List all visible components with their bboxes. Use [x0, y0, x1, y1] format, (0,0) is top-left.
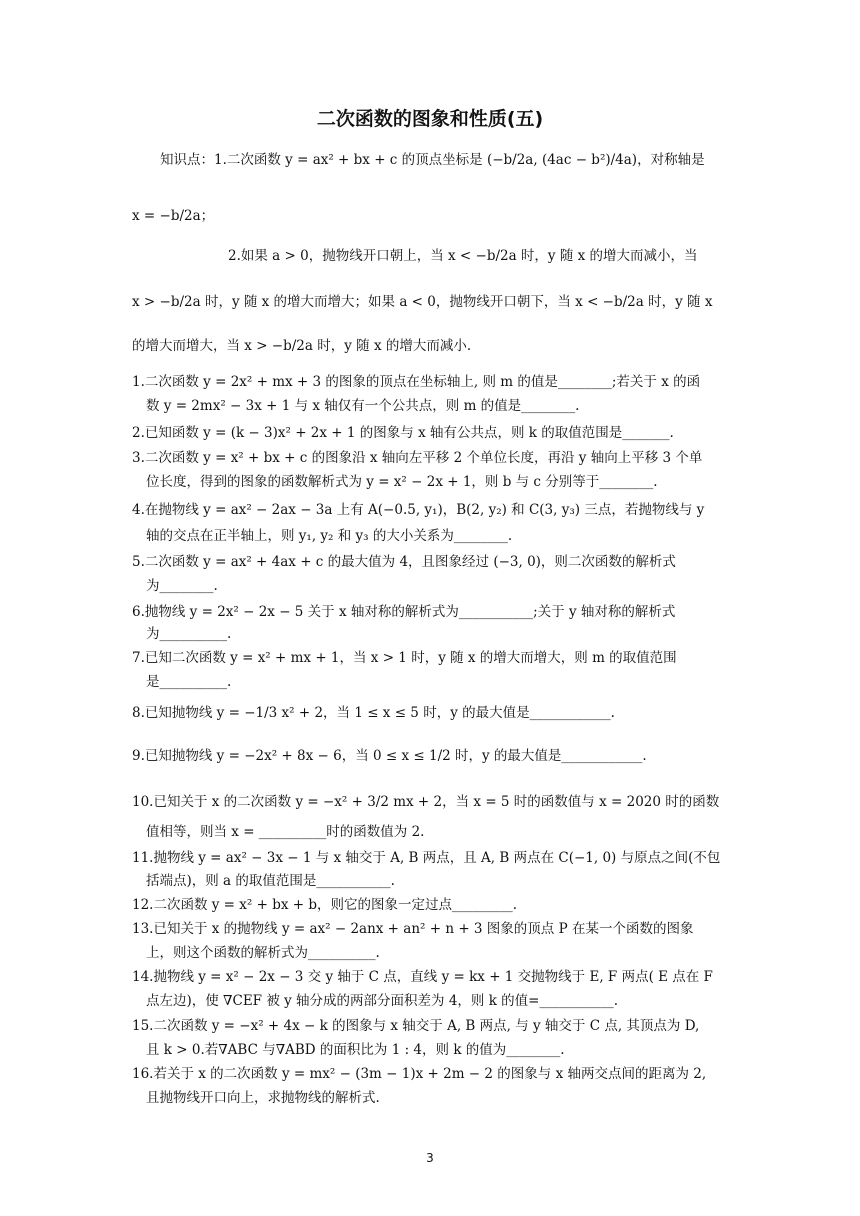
question-14-line-1: 14.抛物线 y = x² − 2x − 3 交 y 轴于 C 点，直线 y = kx + 1 交抛物线于 E, F 两点( E 点在 F [132, 969, 713, 985]
question-6-line-2: 为__________. [146, 626, 232, 642]
question-5-line-2: 为________. [146, 578, 218, 594]
question-15-line-1: 15.二次函数 y = −x² + 4x − k 的图象与 x 轴交于 A, B 两点, 与 y 轴交于 C 点, 其顶点为 D, [132, 1018, 700, 1034]
question-14-line-2: 点左边)，使 ∇CEF 被 y 轴分成的两部分面积差为 4，则 k 的值=___________. [146, 993, 619, 1009]
question-3-line-1: 3.二次函数 y = x² + bx + c 的图象沿 x 轴向左平移 2 个单位长度，再沿 y 轴向上平移 3 个单 [132, 450, 703, 466]
question-11-line-1: 11.抛物线 y = ax² − 3x − 1 与 x 轴交于 A, B 两点，且 A, B 两点在 C(−1, 0) 与原点之间(不包 [132, 850, 721, 866]
question-7-line-1: 7.已知二次函数 y = x² + mx + 1，当 x > 1 时，y 随 x 的增大而增大，则 m 的取值范围 [132, 650, 677, 666]
question-7-line-2: 是__________. [146, 674, 232, 690]
question-4-line-1: 4.在抛物线 y = ax² − 2ax − 3a 上有 A(−0.5, y₁)，B(2, y₂) 和 C(3, y₃) 三点，若抛物线与 y [132, 502, 705, 518]
question-16-line-1: 16.若关于 x 的二次函数 y = mx² − (3m − 1)x + 2m − 2 的图象与 x 轴两交点间的距离为 2, [132, 1066, 707, 1082]
question-15-line-2: 且 k > 0.若∇ABC 与∇ABD 的面积比为 1 : 4，则 k 的值为________. [146, 1042, 565, 1058]
question-10-line-2: 值相等，则当 x = __________时的函数值为 2. [146, 824, 425, 840]
page-number: 3 [426, 1151, 434, 1165]
knowledge-line-3: 2.如果 a > 0，抛物线开口朝上，当 x < −b/2a 时，y 随 x 的增大而减小，当 [228, 248, 698, 264]
knowledge-line-4: x > −b/2a 时，y 随 x 的增大而增大；如果 a < 0，抛物线开口朝下，当 x < −b/2a 时，y 随 x [132, 294, 713, 310]
question-16-line-2: 且抛物线开口向上，求抛物线的解析式. [146, 1090, 380, 1106]
question-5-line-1: 5.二次函数 y = ax² + 4ax + c 的最大值为 4，且图象经过 (−3, 0)，则二次函数的解析式 [132, 554, 676, 570]
question-1-line-2: 数 y = 2mx² − 3x + 1 与 x 轴仅有一个公共点，则 m 的值是________. [146, 398, 580, 414]
question-11-line-2: 括端点)，则 a 的取值范围是___________. [146, 873, 395, 889]
question-4-line-2: 轴的交点在正半轴上，则 y₁, y₂ 和 y₃ 的大小关系为________. [146, 528, 513, 544]
knowledge-line-5: 的增大而增大，当 x > −b/2a 时，y 随 x 的增大而减小. [132, 338, 472, 354]
question-2-line-1: 2.已知函数 y = (k − 3)x² + 2x + 1 的图象与 x 轴有公共点，则 k 的取值范围是_______. [132, 425, 674, 441]
question-13-line-2: 上，则这个函数的解析式为__________. [146, 945, 380, 961]
question-1-line-1: 1.二次函数 y = 2x² + mx + 3 的图象的顶点在坐标轴上, 则 m 的值是________;若关于 x 的函 [132, 374, 701, 390]
knowledge-line-1: 知识点：1.二次函数 y = ax² + bx + c 的顶点坐标是 (−b/2a, (4ac − b²)/4a)，对称轴是 [160, 152, 705, 168]
question-3-line-2: 位长度，得到的图象的函数解析式为 y = x² − 2x + 1，则 b 与 c 分别等于________. [146, 474, 658, 490]
question-6-line-1: 6.抛物线 y = 2x² − 2x − 5 关于 x 轴对称的解析式为___________;关于 y 轴对称的解析式 [132, 604, 676, 620]
question-9-line-1: 9.已知抛物线 y = −2x² + 8x − 6，当 0 ≤ x ≤ 1/2 时，y 的最大值是____________. [132, 748, 647, 764]
question-12-line-1: 12.二次函数 y = x² + bx + b，则它的图象一定过点_________. [132, 897, 518, 913]
question-13-line-1: 13.已知关于 x 的抛物线 y = ax² − 2anx + an² + n + 3 图象的顶点 P 在某一个函数的图象 [132, 921, 694, 937]
knowledge-line-2: x = −b/2a； [132, 208, 215, 224]
question-10-line-1: 10.已知关于 x 的二次函数 y = −x² + 3/2 mx + 2，当 x = 5 时的函数值与 x = 2020 时的函数 [132, 794, 720, 810]
question-8-line-1: 8.已知抛物线 y = −1/3 x² + 2，当 1 ≤ x ≤ 5 时，y 的最大值是____________. [132, 705, 615, 721]
page-title: 二次函数的图象和性质(五) [316, 108, 544, 130]
